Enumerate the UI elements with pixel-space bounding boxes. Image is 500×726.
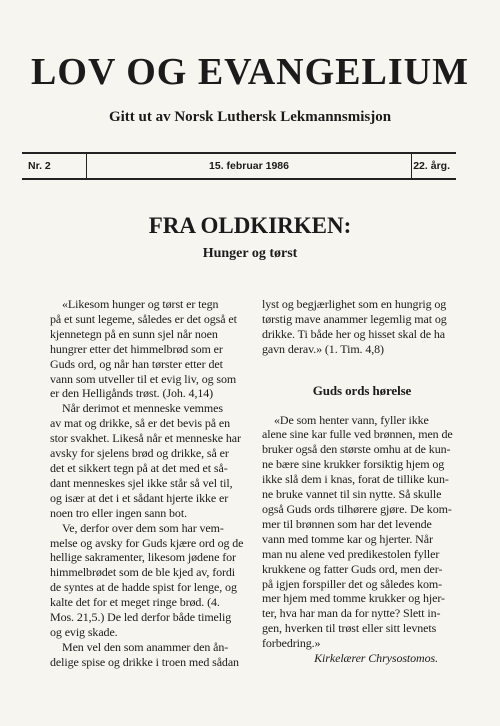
text-line: krukkene og fatter Guds ord, men der- bbox=[262, 561, 443, 576]
text-line: alene sine kar fulle ved brønnen, men de bbox=[262, 427, 453, 442]
text-line: vann som utveller til et evig liv, og som bbox=[50, 371, 237, 386]
issue-year: 22. årg. bbox=[413, 160, 450, 172]
text-line: gavn derav.» (1. Tim. 4,8) bbox=[262, 341, 384, 356]
text-line: Ve, derfor over dem som har vem- bbox=[62, 520, 224, 535]
text-line: drikke. Ti både her og hisset skal de ha bbox=[262, 326, 445, 341]
text-line: kjennetegn på en sunn sjel når noen bbox=[50, 326, 218, 341]
right-column-body bbox=[262, 413, 462, 652]
text-line: forbedring.» bbox=[262, 636, 321, 651]
section-subheading: Guds ords hørelse bbox=[312, 382, 412, 398]
left-column bbox=[50, 297, 246, 670]
text-line: mer til brønnen som har det levende bbox=[262, 516, 432, 531]
text-line: på igjen forspiller det og således kom- bbox=[262, 576, 443, 591]
right-column-intro bbox=[262, 297, 462, 357]
text-line: ne bruke vannet til sin nytte. Så skulle bbox=[262, 487, 442, 502]
text-line: ter, hva har man da for nytte? Slett in- bbox=[262, 606, 441, 621]
text-line: også Guds ords tilhørere gjøre. De kom- bbox=[262, 501, 452, 516]
masthead-subtitle: Gitt ut av Norsk Luthersk Lekmannsmisjon bbox=[108, 109, 392, 125]
text-line: dant menneskes sjel ikke står så vel til, bbox=[50, 475, 233, 490]
masthead-title: LOV OG EVANGELIUM bbox=[31, 51, 469, 93]
text-line: «De som henter vann, fyller ikke bbox=[274, 412, 429, 427]
right-column bbox=[262, 297, 462, 666]
text-line: vann med tomme kar og hjerter. Når bbox=[262, 531, 433, 546]
text-line: på et sunt legeme, således er det også et bbox=[50, 311, 237, 326]
text-line: man nu alene ved predikestolen fyller bbox=[262, 546, 440, 561]
text-line: «Likesom hunger og tørst er tegn bbox=[62, 297, 219, 311]
article-subtitle: Hunger og tørst bbox=[202, 246, 298, 261]
article-title: FRA OLDKIRKEN: bbox=[148, 213, 352, 238]
text-line: det et sikkert tegn på at det med et så- bbox=[50, 460, 228, 475]
issue-info-bar bbox=[22, 152, 456, 180]
text-line: lyst og begjærlighet som en hungrig og bbox=[262, 297, 447, 311]
text-line: og især at det i et sådant hjerte ikke er bbox=[50, 490, 229, 505]
issue-number: Nr. 2 bbox=[28, 160, 51, 172]
text-line: Men vel den som anammer den ån- bbox=[62, 639, 229, 654]
text-line: hellige sakramenter, likesom jødene for bbox=[50, 550, 236, 565]
text-line: av mat og drikke, så er det bevis på en bbox=[50, 416, 231, 431]
paragraph bbox=[50, 297, 246, 401]
text-line: avsky for sjelens brød og drikke, så er bbox=[50, 446, 229, 461]
text-line: ikke slå dem i knas, forat de tillike kun- bbox=[262, 472, 449, 487]
text-line: og evig skade. bbox=[50, 624, 118, 639]
text-line: de syntes at de hadde spist for lenge, og bbox=[50, 580, 237, 595]
text-line: melse og avsky for Guds kjære ord og de bbox=[50, 535, 244, 550]
text-line: noen tro eller ingen sann bot. bbox=[50, 505, 187, 520]
paragraph bbox=[50, 521, 246, 640]
text-line: mer hjem med tomme krukker og hjer- bbox=[262, 591, 445, 606]
text-line: Mos. 21,5.) De led derfor både timelig bbox=[50, 610, 232, 625]
paragraph bbox=[50, 401, 246, 520]
text-line: kalte det for et meget ringe brød. (4. bbox=[50, 595, 220, 610]
text-line: Når derimot et menneske vemmes bbox=[62, 401, 223, 416]
text-line: ne bære sine krukker forsiktig hjem og bbox=[262, 457, 445, 472]
text-line: hungrer etter det himmelbrød som er bbox=[50, 341, 223, 356]
issue-date: 15. februar 1986 bbox=[86, 154, 412, 178]
text-line: bruker også den største omhu at de kun- bbox=[262, 442, 451, 457]
text-line: Guds ord, og når han tørster etter det bbox=[50, 356, 223, 371]
text-line: himmelbrødet som de ble kjed av, fordi bbox=[50, 565, 236, 580]
author-signature: Kirkelærer Chrysostomos. bbox=[314, 651, 438, 666]
paragraph bbox=[50, 640, 246, 670]
text-line: delige spise og drikke i troen med sådan bbox=[50, 654, 239, 669]
text-line: tørstig mave anammer legemlig mat og bbox=[262, 311, 447, 326]
text-line: stor svakhet. Likeså når et menneske har bbox=[50, 431, 241, 446]
text-line: er den Helligånds trøst. (Joh. 4,14) bbox=[50, 386, 214, 401]
text-line: gen, hverken til trøst eller sitt levnets bbox=[262, 621, 437, 636]
